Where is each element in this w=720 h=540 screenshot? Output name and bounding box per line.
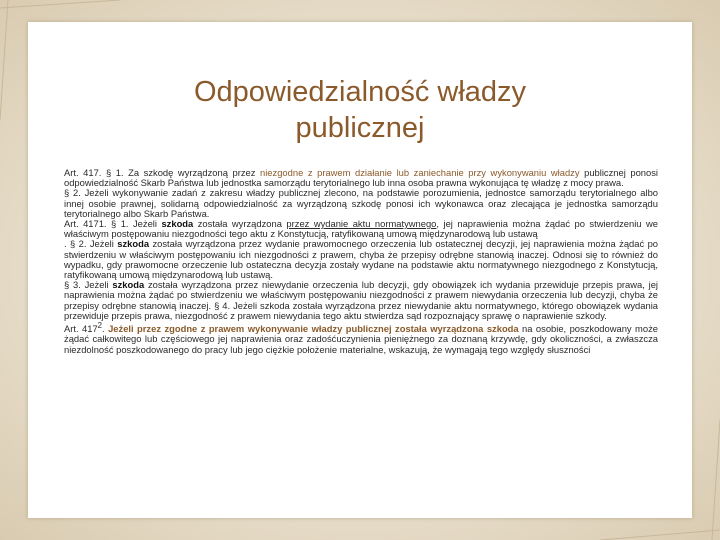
highlighted-text: niezgodne z prawem działanie lub zaniechanie przy wykonywaniu władzy bbox=[260, 167, 580, 178]
text-run: na osobie, poszkodowany może żądać całkowitego lub częściowego jej naprawienia oraz zadośćuczynienia pieniężnego za doznaną krzywdę, gdy okoliczności, a zwłaszcza niezdolność poszkodowanego do pracy lub jego ciężkie położenie materialne, wskazują, że wymagają tego względy słuszności bbox=[64, 323, 658, 355]
text-run: publicznej ponosi odpowiedzialność Skarb Państwa lub jednostka samorządu terytorialnego lub inna osoba prawna wykonująca tę władzę z mocy prawa. bbox=[64, 167, 659, 189]
body-text bbox=[64, 168, 658, 355]
bold-term: szkoda bbox=[112, 279, 145, 291]
text-run: . § 2. Jeżeli bbox=[64, 238, 118, 250]
text-run: § 3. Jeżeli bbox=[64, 279, 113, 291]
text-run: , jej naprawienia można żądać po stwierdzeniu we właściwym postępowaniu niezgodności tego aktu z Konstytucją, ratyfikowaną umową międzynarodową lub ustawą bbox=[64, 218, 658, 240]
text-run: Art. 4171. § 1. Jeżeli bbox=[64, 218, 162, 230]
paragraph-art-417-2: § 2. Jeżeli wykonywanie zadań z zakresu władzy publicznej zlecono, na podstawie porozumienia, jednostce samorządu terytorialnego albo innej osobie prawnej, solidarną odpowiedzialność za wyrządzoną szkodę ponosi ich wykonawca oraz zlecająca je jednostka samorządu terytorialnego albo Skarb Państwa. bbox=[64, 187, 658, 219]
paragraph-art-4171-1 bbox=[64, 219, 658, 239]
paragraph-art-4171-2 bbox=[64, 239, 658, 280]
text-run: Art. 417. § 1. Za szkodę wyrządzoną przez bbox=[64, 167, 261, 178]
underlined-text: przez wydanie aktu normatywnego bbox=[286, 218, 437, 230]
highlighted-bold-text: Jeżeli przez zgodne z prawem wykonywanie władzy publicznej została wyrządzona szkoda bbox=[108, 323, 519, 335]
title-line-2: publicznej bbox=[295, 112, 425, 144]
paragraph-art-4172 bbox=[64, 321, 658, 355]
bold-term: szkoda bbox=[161, 218, 194, 230]
bold-term: szkoda bbox=[117, 238, 150, 250]
slide-title bbox=[60, 74, 660, 146]
text-run: została wyrządzona bbox=[193, 218, 287, 230]
text-run: Art. 417 bbox=[64, 323, 98, 335]
title-line-1: Odpowiedzialność władzy bbox=[193, 76, 527, 108]
superscript: 2 bbox=[97, 321, 103, 331]
paragraph-art-417-1 bbox=[64, 168, 658, 188]
text-run: została wyrządzona przez niewydanie orzeczenia lub decyzji, gdy obowiązek ich wydania przewiduje przepis prawa, jej naprawienia można żądać po stwierdzeniu we właściwym postępowaniu niezgodności z prawem niewydania orzeczenia lub decyzji, chyba że przepisy odrębne stanowią inaczej. § 4. Jeżeli szkoda została wyrządzona przez niewydanie aktu normatywnego, którego obowiązek wydania przewiduje przepis prawa, niezgodność z prawem niewydania tego aktu stwierdza sąd rozpoznający sprawę o naprawienie szkody. bbox=[64, 279, 658, 321]
text-run: . bbox=[102, 323, 109, 335]
text-run: została wyrządzona przez wydanie prawomocnego orzeczenia lub ostatecznej decyzji, jej naprawienia można żądać po stwierdzeniu w właściwym postępowaniu ich niezgodności z prawem, chyba że przepisy odrębne stanowią inaczej. Odnosi się to również do wypadku, gdy prawomocne orzeczenie lub ostateczna decyzja zostały wydane na podstawie aktu normatywnego niezgodnego z Konstytucją, ratyfikowaną umową międzynarodową lub ustawą. bbox=[64, 238, 658, 281]
paragraph-art-4171-3-4 bbox=[64, 280, 658, 321]
